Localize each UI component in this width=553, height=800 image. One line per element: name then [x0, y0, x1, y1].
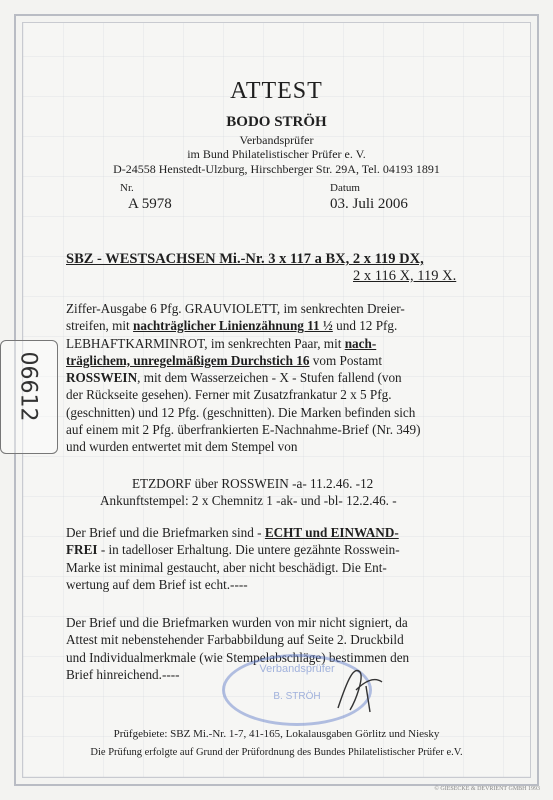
stamp-top-text: Verbandsprüfer — [259, 663, 335, 675]
description-line: auf einem mit 2 Pfg. überfrankierten E-Nachnahme-Brief (Nr. 349) — [66, 422, 421, 438]
description-line: Ziffer-Ausgabe 6 Pfg. GRAUVIOLETT, im senkrechten Dreier- — [66, 301, 405, 316]
description-paragraph — [66, 300, 491, 456]
nr-label: Nr. — [120, 182, 134, 194]
examination-basis: Die Prüfung erfolgte auf Grund der Prüfordnung des Bundes Philatelistischer Prüfer e.V. — [90, 747, 463, 758]
cancel-postmark: ETZDORF über ROSSWEIN -a- 11.2.46. -12 — [132, 476, 374, 491]
description-line: der Rückseite gesehen). Ferner mit Zusatzfrankatur 2 x 5 Pfg. — [66, 387, 392, 403]
description-line: ROSSWEIN, mit dem Wasserzeichen - X - Stufen fallend (von — [66, 370, 402, 386]
subject-line-1: SBZ - WESTSACHSEN Mi.-Nr. 3 x 117 a BX, 2 x 119 DX, — [66, 251, 424, 267]
examiner-membership: im Bund Philatelistischer Prüfer e. V. — [187, 147, 366, 161]
description-line: und wurden entwertet mit dem Stempel von — [66, 439, 298, 455]
date-value: 03. Juli 2006 — [330, 196, 408, 212]
verdict-line: wertung auf dem Brief ist echt.---- — [66, 576, 248, 592]
examiner-role: Verbandsprüfer — [239, 133, 314, 147]
description-line: träglichem, unregelmäßigem Durchstich 16 vom Postamt — [66, 352, 383, 368]
description-line: LEBHAFTKARMINROT, im senkrechten Paar, mit nach- — [66, 335, 377, 351]
signature — [330, 660, 390, 720]
subject-line-2: 2 x 116 X, 119 X. — [353, 268, 457, 284]
verdict-paragraph — [66, 524, 491, 593]
description-line: (geschnitten) und 12 Pfg. (geschnitten). Die Marken befinden sich — [66, 404, 416, 420]
examiner-name: BODO STRÖH — [226, 114, 327, 130]
printer-imprint: © GIESECKE & DEVRIENT GMBH 1993 — [434, 786, 540, 792]
examination-areas: Prüfgebiete: SBZ Mi.-Nr. 1-7, 41-165, Lokalausgaben Görlitz und Niesky — [113, 728, 440, 740]
note-line: Brief hinreichend.---- — [66, 666, 180, 682]
nr-value: A 5978 — [128, 196, 172, 212]
stamp-bottom-text: B. STRÖH — [273, 691, 321, 702]
arrival-postmark: Ankunftstempel: 2 x Chemnitz 1 -ak- und -bl- 12.2.46. - — [100, 493, 397, 508]
handwritten-number: 06612 — [15, 351, 41, 422]
verdict-line: Marke ist minimal gestaucht, aber nicht beschädigt. Die Ent- — [66, 559, 387, 575]
certificate-title: ATTEST — [230, 78, 323, 104]
verdict-line: FREI - in tadelloser Erhaltung. Die untere gezähnte Rosswein- — [66, 542, 400, 558]
description-line: streifen, mit nachträglicher Linienzähnung 11 ½ und 12 Pfg. — [66, 318, 398, 334]
examiner-address: D-24558 Henstedt-Ulzburg, Hirschberger Str. 29A, Tel. 04193 1891 — [113, 162, 440, 176]
date-label: Datum — [330, 182, 360, 194]
note-line: Der Brief und die Briefmarken wurden von mir nicht signiert, da — [66, 615, 408, 630]
note-line: und Individualmerkmale (wie Stempelabschläge) bestimmen den — [66, 649, 410, 665]
note-line: Attest mit nebenstehender Farbabbildung auf Seite 2. Druckbild — [66, 632, 404, 648]
verdict-line: Der Brief und die Briefmarken sind - ECHT und EINWAND- — [66, 525, 399, 540]
